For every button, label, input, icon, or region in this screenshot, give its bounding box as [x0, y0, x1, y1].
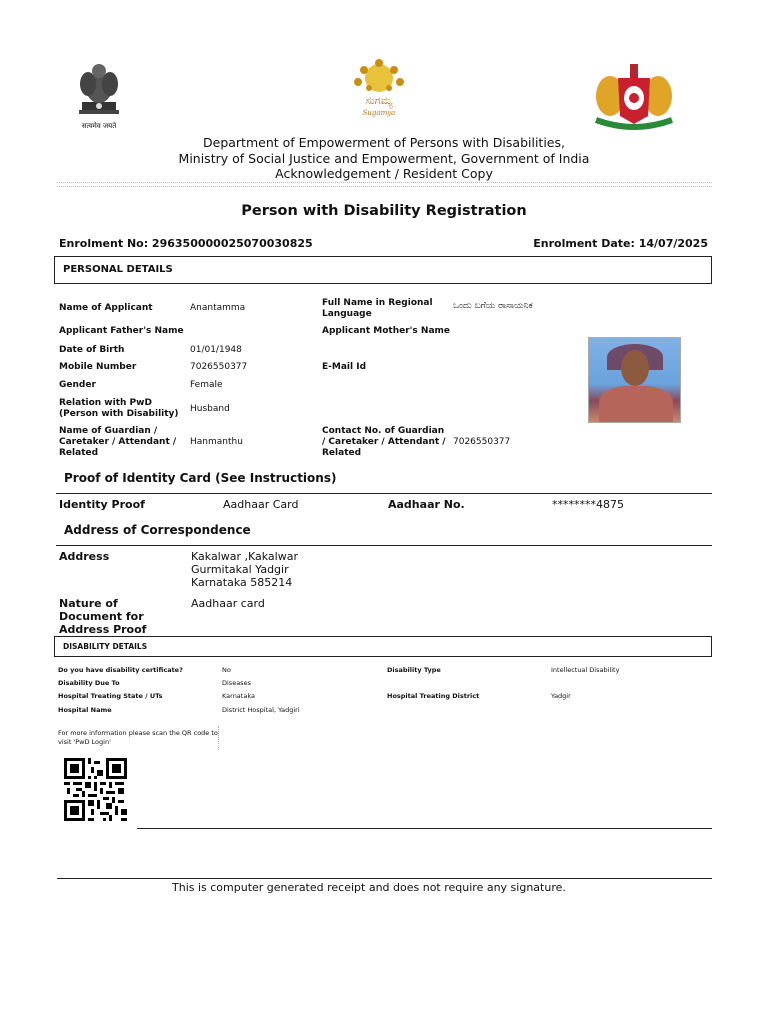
identity-proof-label: Identity Proof [59, 498, 145, 511]
mobile-label: Mobile Number [59, 362, 137, 372]
address-heading: Address of Correspondence [64, 523, 251, 537]
certificate-label: Do you have disability certificate? [58, 666, 183, 674]
email-label: E-Mail Id [322, 362, 367, 372]
dob-value: 01/01/1948 [190, 345, 242, 355]
header-copy-type: Acknowledgement / Resident Copy [275, 166, 493, 181]
applicant-photo [588, 337, 681, 423]
disability-details-heading: DISABILITY DETAILS [54, 636, 712, 657]
address-proof-value: Aadhaar card [191, 597, 265, 610]
aadhaar-no-value: ********4875 [552, 498, 624, 511]
hospital-name-label: Hospital Name [58, 706, 112, 714]
mother-name-label: Applicant Mother's Name [322, 326, 450, 336]
enrolment-number: Enrolment No: 296350000025070030825 [59, 237, 313, 250]
divider [218, 726, 219, 750]
divider [137, 828, 712, 829]
name-label: Name of Applicant [59, 303, 153, 313]
address-line-1: Kakalwar ,Kakalwar [191, 550, 298, 563]
karnataka-emblem-icon [590, 58, 678, 134]
guardian-value: Hanmanthu [190, 437, 243, 447]
dob-label: Date of Birth [59, 345, 125, 355]
enrolment-date: Enrolment Date: 14/07/2025 [533, 237, 708, 250]
address-line-2: Gurmitakal Yadgir [191, 563, 289, 576]
divider [57, 182, 712, 183]
page-title: Person with Disability Registration [241, 203, 527, 219]
hospital-state-label: Hospital Treating State / UTs [58, 692, 163, 700]
mobile-value: 7026550377 [190, 362, 248, 372]
gender-label: Gender [59, 380, 96, 390]
name-value: Anantamma [190, 303, 246, 313]
gender-value: Female [190, 380, 223, 390]
address-label: Address [59, 550, 110, 563]
address-proof-label: Nature of Document for Address Proof [59, 597, 147, 636]
hospital-district-label: Hospital Treating District [387, 692, 480, 700]
disability-due-label: Disability Due To [58, 679, 120, 687]
emblem-caption: सत्यमेव जयते [81, 122, 117, 130]
personal-details-heading: PERSONAL DETAILS [54, 256, 712, 284]
guardian-label: Name of Guardian / Caretaker / Attendant / Related [59, 426, 177, 458]
identity-proof-value: Aadhaar Card [223, 498, 299, 511]
header-ministry: Ministry of Social Justice and Empowerment, Government of India [178, 150, 590, 166]
divider [57, 186, 712, 187]
svg-text:Sugamya: Sugamya [362, 109, 396, 117]
hospital-state-value: Karnataka [222, 692, 255, 700]
divider [56, 545, 712, 546]
disability-due-value: Diseases [222, 679, 251, 687]
hospital-district-value: Yadgir [551, 692, 571, 700]
regional-name-label: Full Name in Regional Language [322, 298, 433, 319]
father-name-label: Applicant Father's Name [59, 326, 184, 336]
regional-name-value: ಒಂದು ಬಗೆಯ ರಾಸಾಯನಿಕ [453, 301, 533, 311]
header-department: Department of Empowerment of Persons with Disabilities, [203, 135, 565, 150]
disability-type-value: Intellectual Disability [551, 666, 620, 674]
guardian-contact-label: Contact No. of Guardian / Caretaker / Attendant / Related [322, 426, 446, 458]
svg-text:ಸುಗಮ್ಯ: ಸುಗಮ್ಯ [365, 94, 393, 107]
qr-code-icon[interactable] [62, 758, 129, 821]
sugamya-logo-icon [344, 58, 414, 120]
guardian-contact-value: 7026550377 [453, 437, 511, 447]
national-emblem-icon [74, 58, 124, 134]
relation-label: Relation with PwD (Person with Disability) [59, 398, 179, 419]
divider [56, 493, 712, 494]
aadhaar-no-label: Aadhaar No. [388, 498, 465, 511]
hospital-name-value: District Hospital, Yadgiri [222, 706, 300, 714]
relation-value: Husband [190, 404, 230, 414]
disability-type-label: Disability Type [387, 666, 441, 674]
address-line-3: Karnataka 585214 [191, 576, 293, 589]
certificate-value: No [222, 666, 231, 674]
footer-note: This is computer generated receipt and does not require any signature. [172, 881, 566, 894]
identity-heading: Proof of Identity Card (See Instructions) [64, 471, 337, 485]
qr-note: For more information please scan the QR code to visit 'PwD Login' [58, 729, 218, 746]
divider [57, 878, 712, 879]
